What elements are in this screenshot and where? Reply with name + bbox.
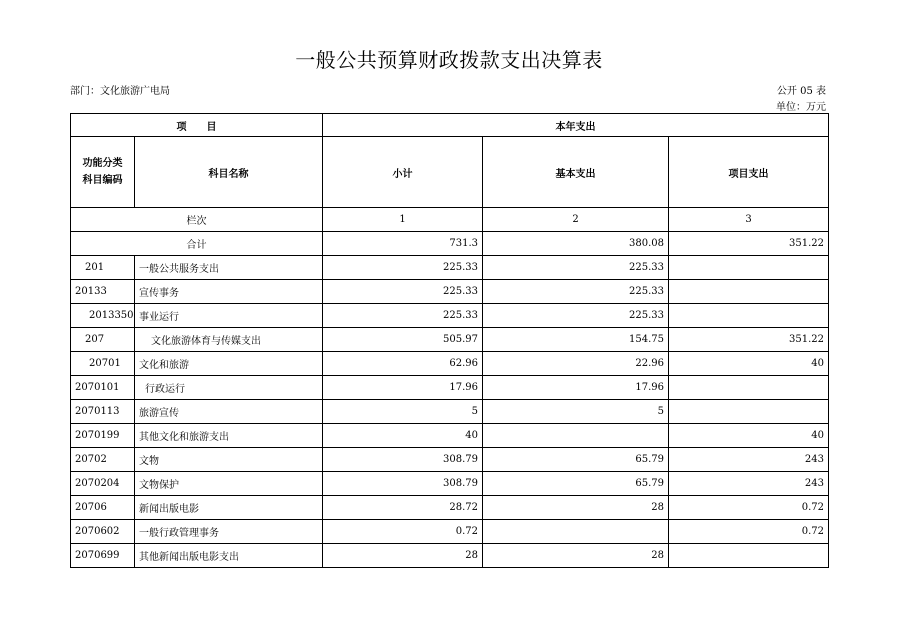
table-row — [71, 424, 829, 448]
row-name: 文物 — [135, 448, 323, 472]
row-code: 2070602 — [71, 520, 135, 544]
project-expense-header: 项目支出 — [669, 137, 829, 208]
row-name: 一般行政管理事务 — [135, 520, 323, 544]
unit-label: 单位：万元 — [776, 102, 826, 113]
subtotal-header: 小计 — [323, 137, 483, 208]
row-code: 20706 — [71, 496, 135, 520]
row-basic: 17.96 — [483, 376, 669, 400]
row-code: 2070699 — [71, 544, 135, 568]
row-basic — [483, 520, 669, 544]
table-row — [71, 280, 829, 304]
row-code: 201 — [71, 256, 135, 280]
column-number-row — [71, 208, 829, 232]
row-project: 40 — [669, 352, 829, 376]
row-subtotal: 225.33 — [323, 304, 483, 328]
row-basic: 65.79 — [483, 472, 669, 496]
total-basic: 380.08 — [483, 232, 669, 256]
column-3: 3 — [669, 208, 829, 232]
func-code-header-line2: 科目编码 — [82, 175, 123, 186]
total-subtotal: 731.3 — [323, 232, 483, 256]
row-name: 事业运行 — [135, 304, 323, 328]
row-project: 40 — [669, 424, 829, 448]
row-project: 0.72 — [669, 496, 829, 520]
basic-expense-header: 基本支出 — [483, 137, 669, 208]
row-subtotal: 0.72 — [323, 520, 483, 544]
row-code: 20133 — [71, 280, 135, 304]
row-subtotal: 5 — [323, 400, 483, 424]
func-code-header-line1: 功能分类 — [82, 158, 123, 169]
table-row — [71, 352, 829, 376]
table-row — [71, 376, 829, 400]
row-code: 2070204 — [71, 472, 135, 496]
row-name: 一般公共服务支出 — [135, 256, 323, 280]
row-subtotal: 225.33 — [323, 256, 483, 280]
project-header: 项 目 — [71, 114, 323, 137]
table-row — [71, 400, 829, 424]
row-basic: 22.96 — [483, 352, 669, 376]
func-code-header — [71, 137, 135, 208]
row-code: 20701 — [71, 352, 135, 376]
row-project: 243 — [669, 448, 829, 472]
table-row — [71, 256, 829, 280]
row-name: 其他文化和旅游支出 — [135, 424, 323, 448]
table-row — [71, 520, 829, 544]
form-number: 公开 05 表 — [776, 86, 826, 97]
row-project — [669, 544, 829, 568]
row-subtotal: 62.96 — [323, 352, 483, 376]
row-basic: 5 — [483, 400, 669, 424]
table-row — [71, 472, 829, 496]
row-name: 文化旅游体育与传媒支出 — [135, 328, 323, 352]
row-basic: 225.33 — [483, 280, 669, 304]
row-code: 207 — [71, 328, 135, 352]
department-label: 部门：文化旅游广电局 — [70, 86, 170, 97]
row-code: 2013350 — [71, 304, 135, 328]
header-row-2 — [71, 137, 829, 208]
row-basic: 65.79 — [483, 448, 669, 472]
row-basic: 225.33 — [483, 304, 669, 328]
row-subtotal: 308.79 — [323, 448, 483, 472]
row-subtotal: 28 — [323, 544, 483, 568]
row-code: 2070113 — [71, 400, 135, 424]
row-subtotal: 17.96 — [323, 376, 483, 400]
column-1: 1 — [323, 208, 483, 232]
total-row — [71, 232, 829, 256]
row-basic: 154.75 — [483, 328, 669, 352]
current-year-header: 本年支出 — [323, 114, 829, 137]
row-name: 文物保护 — [135, 472, 323, 496]
row-subtotal: 40 — [323, 424, 483, 448]
row-code: 2070199 — [71, 424, 135, 448]
row-project — [669, 400, 829, 424]
row-subtotal: 28.72 — [323, 496, 483, 520]
row-project: 0.72 — [669, 520, 829, 544]
row-subtotal: 505.97 — [323, 328, 483, 352]
column-label: 栏次 — [71, 208, 323, 232]
table-row — [71, 496, 829, 520]
table-row — [71, 304, 829, 328]
row-subtotal: 308.79 — [323, 472, 483, 496]
row-code: 2070101 — [71, 376, 135, 400]
row-basic: 28 — [483, 544, 669, 568]
row-project — [669, 280, 829, 304]
row-project — [669, 376, 829, 400]
row-name: 新闻出版电影 — [135, 496, 323, 520]
row-project: 351.22 — [669, 328, 829, 352]
row-name: 其他新闻出版电影支出 — [135, 544, 323, 568]
table-row — [71, 544, 829, 568]
row-subtotal: 225.33 — [323, 280, 483, 304]
table-row — [71, 328, 829, 352]
row-basic — [483, 424, 669, 448]
column-2: 2 — [483, 208, 669, 232]
subject-name-header: 科目名称 — [135, 137, 323, 208]
row-name: 宣传事务 — [135, 280, 323, 304]
header-row-1 — [71, 114, 829, 137]
row-basic: 225.33 — [483, 256, 669, 280]
table-row — [71, 448, 829, 472]
budget-table — [70, 113, 829, 568]
total-project: 351.22 — [669, 232, 829, 256]
row-name: 旅游宣传 — [135, 400, 323, 424]
row-name: 文化和旅游 — [135, 352, 323, 376]
row-project: 243 — [669, 472, 829, 496]
row-code: 20702 — [71, 448, 135, 472]
row-project — [669, 256, 829, 280]
row-project — [669, 304, 829, 328]
row-name: 行政运行 — [135, 376, 323, 400]
row-basic: 28 — [483, 496, 669, 520]
total-label: 合计 — [71, 232, 323, 256]
page-title: 一般公共预算财政拨款支出决算表 — [295, 48, 603, 72]
